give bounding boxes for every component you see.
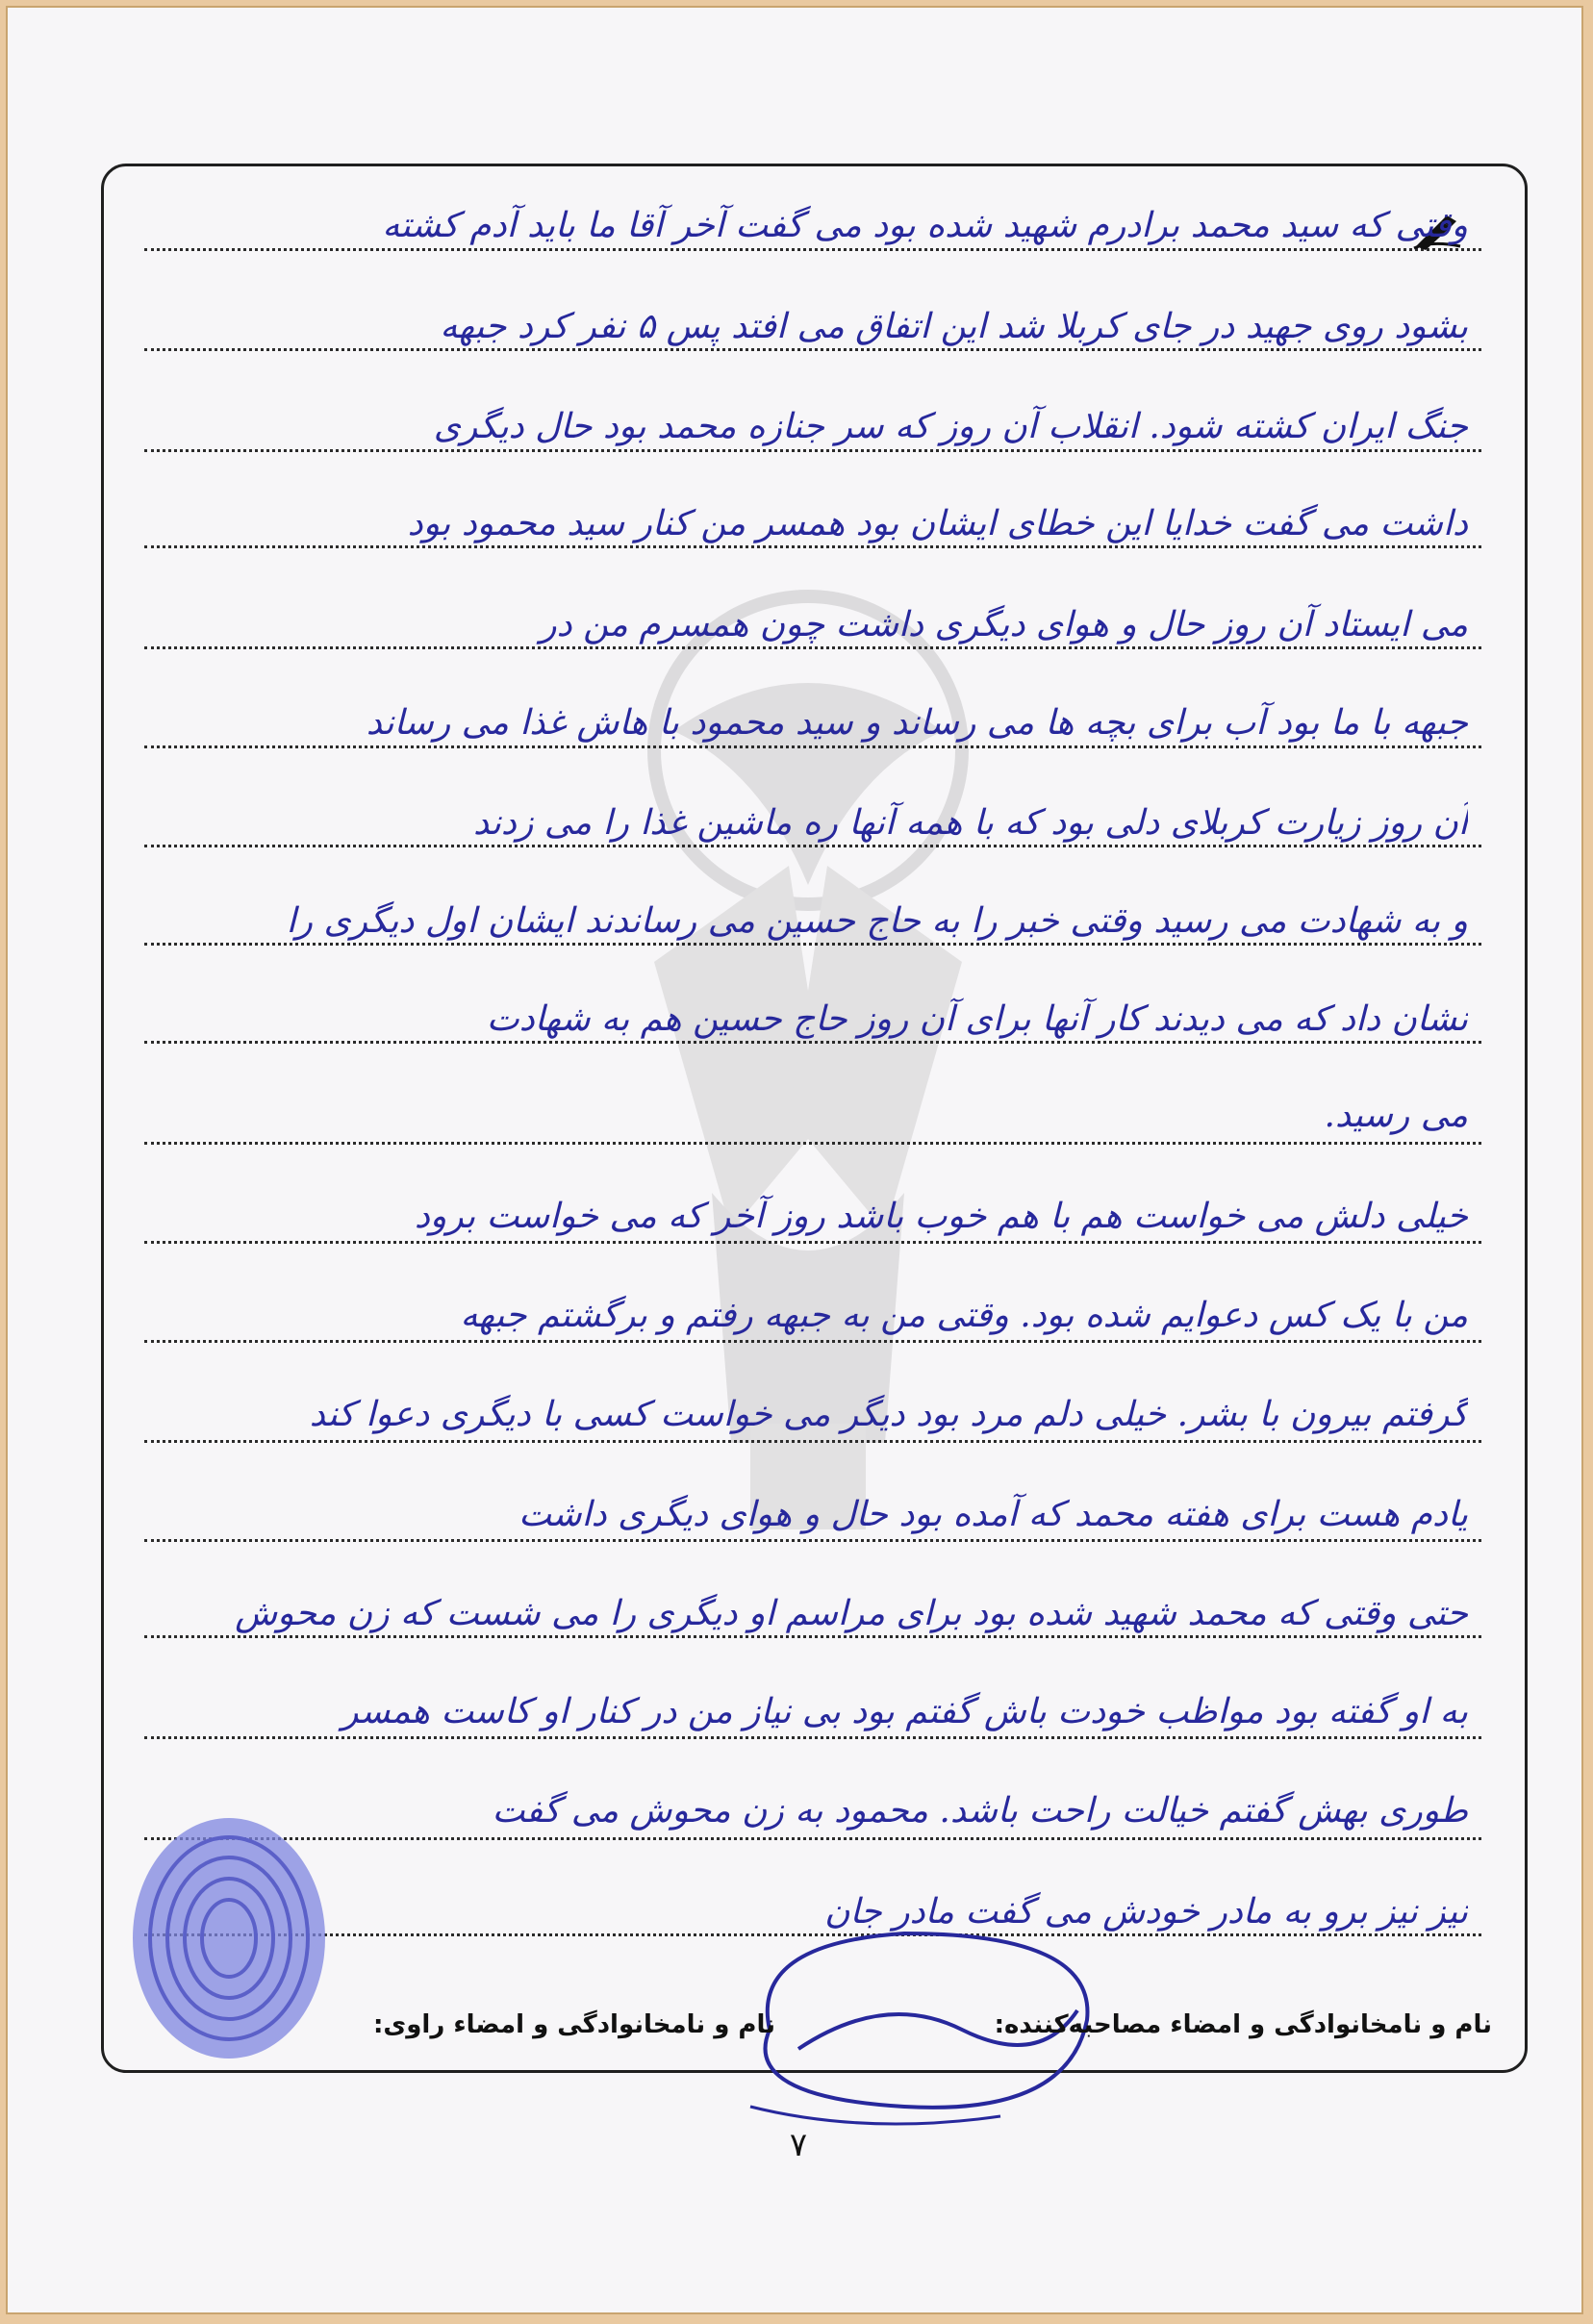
handwritten-line: نیز نیز برو به مادر خودش می گفت مادر جان	[824, 1892, 1468, 1932]
page-number: ۷	[789, 2126, 808, 2164]
handwritten-line: وقتی که سید محمد برادرم شهید شده بود می گفت آخر آقا ما باید آدم کشته	[382, 206, 1468, 245]
handwritten-line: جنگ ایران کشته شود. انقلاب آن روز که سر جنازه محمد بود حال دیگری	[433, 407, 1468, 446]
handwritten-line: و به شهادت می رسید وقتی خبر را به حاج حسین می رساندند ایشان اول دیگری را	[286, 901, 1468, 941]
handwritten-line: طوری بهش گفتم خیالت راحت باشد. محمود به زن محوش می گفت	[492, 1791, 1468, 1831]
handwritten-line: گرفتم بیرون با بشر. خیلی دلم مرد بود دیگر می خواست کسی با دیگری دعوا کند	[309, 1395, 1468, 1434]
handwritten-line: داشت می گفت خدایا این خطای ایشان بود همسر من کنار سید محمود بود	[407, 504, 1468, 543]
handwritten-line: آن روز زیارت کربلای دلی بود که با همه آنها ره ماشین غذا را می زدند	[473, 803, 1468, 843]
narrator-signature-label: نام و نامخانوادگی و امضاء راوی:	[373, 2010, 775, 2039]
fingerprint	[123, 1808, 335, 2068]
handwritten-line: حتی وقتی که محمد شهید شده بود برای مراسم او دیگری را می شست که زن محوش	[235, 1594, 1468, 1633]
handwritten-line: بشود روی جهید در جای کربلا شد این اتفاق می افتد پس ۵ نفر کرد جبهه	[440, 307, 1468, 346]
interviewer-signature-label: نام و نامخانوادگی و امضاء مصاحبه‌کننده:	[994, 2010, 1492, 2039]
handwritten-line: من با یک کس دعوایم شده بود. وقتی من به جبهه رفتم و برگشتم جبهه	[460, 1296, 1468, 1335]
handwritten-line: یادم هست برای هفته محمد که آمده بود حال و هوای دیگری داشت	[518, 1495, 1468, 1534]
handwritten-line: به او گفته بود مواظب خودت باش گفتم بود بی نیاز من در کنار او کاست همسر	[341, 1692, 1468, 1731]
handwritten-line: می ایستاد آن روز حال و هوای دیگری داشت چون همسرم من در	[540, 605, 1468, 644]
handwritten-line: می رسید.	[1324, 1096, 1468, 1135]
handwritten-line: خیلی دلش می خواست هم با هم خوب باشد روز آخر که می خواست برود	[414, 1197, 1468, 1236]
handwritten-line: نشان داد که می دیدند کار آنها برای آن روز حاج حسین هم به شهادت	[486, 999, 1468, 1039]
handwritten-line: جبهه با ما بود آب برای بچه ها می رساند و سید محمود با هاش غذا می رساند	[366, 703, 1468, 743]
